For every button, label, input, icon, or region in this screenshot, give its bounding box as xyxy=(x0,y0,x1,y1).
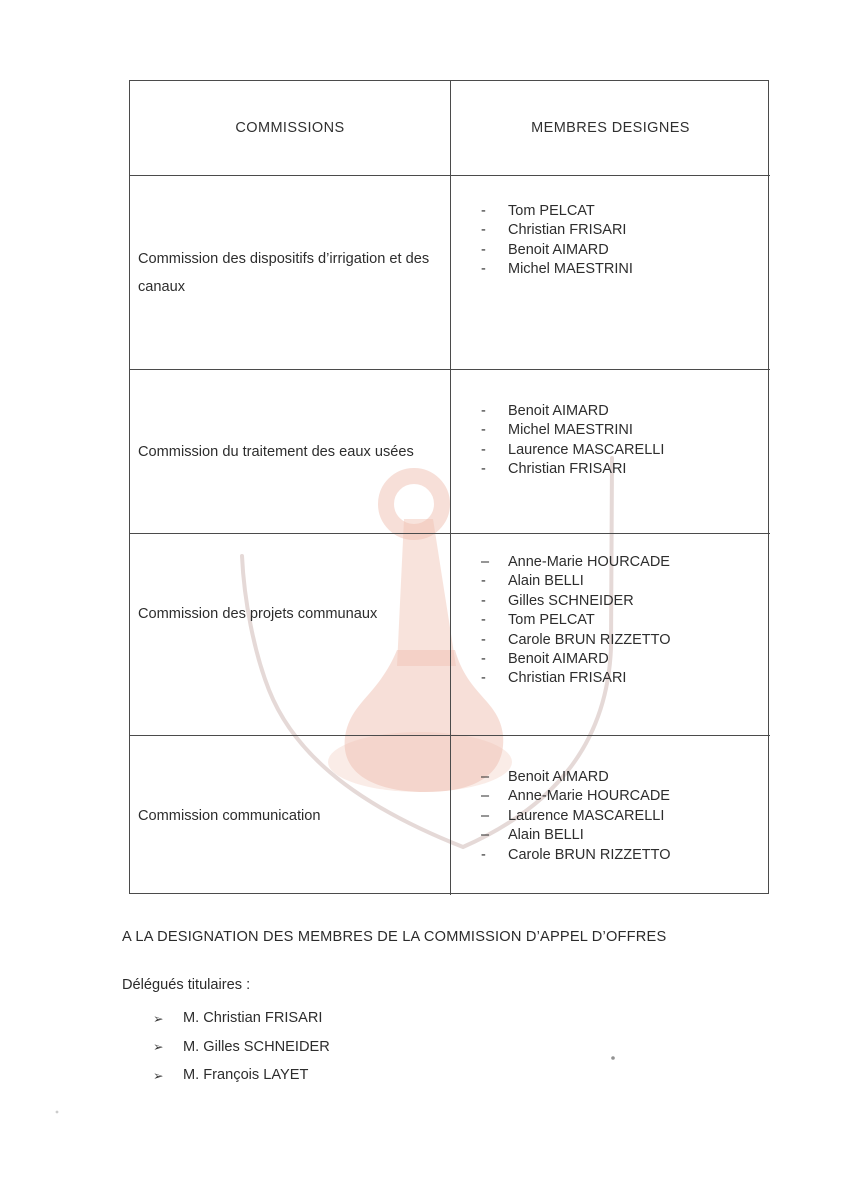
list-item xyxy=(481,572,770,591)
person-name: Anne-Marie HOURCADE xyxy=(508,554,670,570)
person-name: Alain BELLI xyxy=(508,573,584,590)
dash-marker: - xyxy=(481,203,486,219)
bullet-marker: ➢ xyxy=(153,1068,164,1083)
commission-label: Commission des dispositifs d’irrigation et des canaux xyxy=(138,250,430,295)
member-list xyxy=(451,176,770,280)
person-name: Carole BRUN RIZZETTO xyxy=(508,631,671,648)
person-name: Anne-Marie HOURCADE xyxy=(508,788,670,805)
dash-marker: - xyxy=(481,261,486,278)
list-item xyxy=(153,1065,330,1085)
commission-label: Commission du traitement des eaux usées xyxy=(138,443,414,460)
person-name: Tom PELCAT xyxy=(508,203,595,219)
dash-marker: – xyxy=(481,788,490,805)
list-item xyxy=(481,611,770,630)
dash-marker: - xyxy=(481,592,486,609)
commissions-table xyxy=(129,80,769,894)
list-item xyxy=(481,553,770,572)
dash-marker: - xyxy=(481,631,486,648)
commission-cell-communication xyxy=(130,736,451,895)
commission-label: Commission des projets communaux xyxy=(138,605,378,622)
member-list xyxy=(451,736,770,865)
list-item xyxy=(481,807,770,826)
dash-marker: - xyxy=(481,612,486,629)
list-item xyxy=(481,460,770,479)
person-name: M. François LAYET xyxy=(183,1067,309,1083)
list-item xyxy=(481,421,770,440)
delegues-titulaires-label: Délégués titulaires : xyxy=(122,977,251,993)
person-name: Laurence MASCARELLI xyxy=(508,441,665,458)
bullet-marker: ➢ xyxy=(153,1040,164,1054)
members-cell-eaux-usees xyxy=(451,370,770,534)
table-header-membres-designes xyxy=(451,81,770,176)
dash-marker: - xyxy=(481,573,486,590)
list-item xyxy=(481,221,770,240)
person-name: Tom PELCAT xyxy=(508,612,595,629)
list-item xyxy=(481,650,770,669)
person-name: Alain BELLI xyxy=(508,827,584,844)
list-item xyxy=(481,631,770,650)
list-item xyxy=(481,260,770,279)
person-name: Benoit AIMARD xyxy=(508,651,609,668)
person-name: Benoit AIMARD xyxy=(508,769,609,785)
list-item xyxy=(153,1037,330,1057)
person-name: M. Gilles SCHNEIDER xyxy=(183,1038,330,1055)
list-item xyxy=(481,669,770,688)
list-item xyxy=(481,441,770,460)
dash-marker: – xyxy=(481,554,490,570)
list-item xyxy=(481,787,770,806)
dash-marker: - xyxy=(481,670,486,687)
dash-marker: - xyxy=(481,441,486,458)
list-item xyxy=(481,846,770,865)
dash-marker: - xyxy=(481,422,486,439)
dash-marker: - xyxy=(481,651,486,668)
person-name: Laurence MASCARELLI xyxy=(508,807,665,824)
list-item xyxy=(481,826,770,845)
person-name: Michel MAESTRINI xyxy=(508,261,633,278)
scan-speck xyxy=(56,1111,59,1114)
person-name: Christian FRISARI xyxy=(508,461,627,478)
dash-marker: - xyxy=(481,241,486,258)
list-item xyxy=(481,768,770,787)
dash-marker: - xyxy=(481,403,486,419)
list-item xyxy=(481,592,770,611)
person-name: Gilles SCHNEIDER xyxy=(508,592,634,609)
person-name: Christian FRISARI xyxy=(508,222,627,239)
header-label: MEMBRES DESIGNES xyxy=(531,120,690,136)
dash-marker: – xyxy=(481,807,490,824)
dash-marker: - xyxy=(481,222,486,239)
person-name: M. Christian FRISARI xyxy=(183,1010,323,1026)
members-cell-irrigation xyxy=(451,176,770,370)
bullet-marker: ➢ xyxy=(153,1011,164,1026)
delegates-list xyxy=(153,1008,330,1094)
list-item xyxy=(481,241,770,260)
commission-cell-irrigation xyxy=(130,176,451,370)
dash-marker: - xyxy=(481,461,486,478)
list-item xyxy=(153,1008,330,1028)
appel-offres-heading: A LA DESIGNATION DES MEMBRES DE LA COMMISSION D’APPEL D’OFFRES xyxy=(122,929,667,945)
person-name: Benoit AIMARD xyxy=(508,241,609,258)
member-list xyxy=(451,370,770,480)
header-label: COMMISSIONS xyxy=(235,120,345,136)
person-name: Christian FRISARI xyxy=(508,670,627,687)
scan-speck xyxy=(611,1056,615,1060)
list-item xyxy=(481,202,770,221)
person-name: Michel MAESTRINI xyxy=(508,422,633,439)
commission-cell-projets-communaux xyxy=(130,534,451,736)
commission-label: Commission communication xyxy=(138,807,321,824)
list-item xyxy=(481,402,770,421)
dash-marker: – xyxy=(481,769,490,785)
commission-cell-eaux-usees xyxy=(130,370,451,534)
members-cell-projets-communaux xyxy=(451,534,770,736)
table-header-commissions xyxy=(130,81,451,176)
person-name: Benoit AIMARD xyxy=(508,403,609,419)
dash-marker: – xyxy=(481,827,490,844)
person-name: Carole BRUN RIZZETTO xyxy=(508,846,671,863)
members-cell-communication xyxy=(451,736,770,895)
member-list xyxy=(451,534,770,689)
dash-marker: - xyxy=(481,846,486,863)
